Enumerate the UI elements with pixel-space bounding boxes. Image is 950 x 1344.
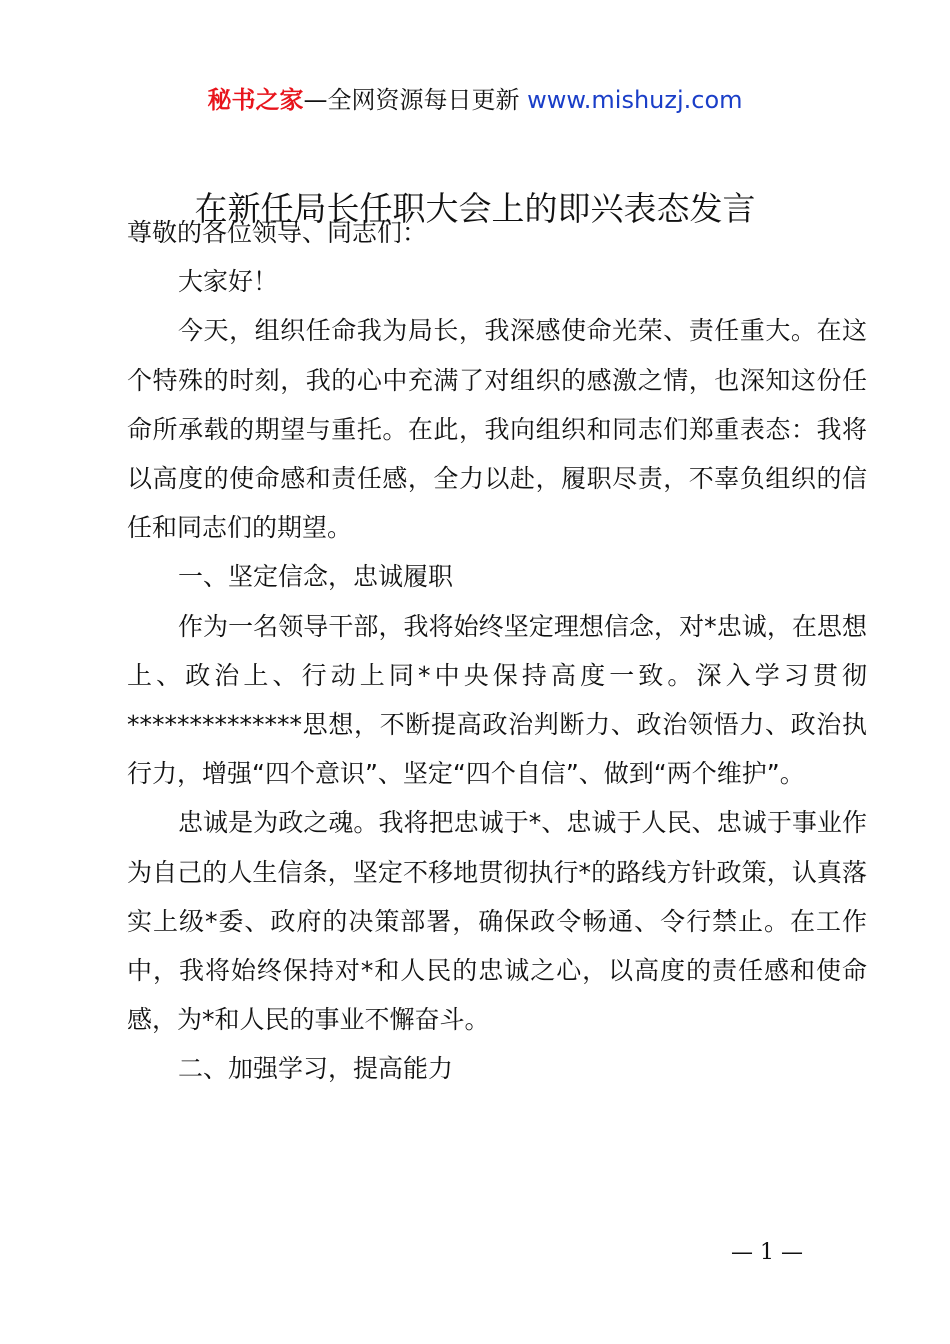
section-heading-2: 二、加强学习，提高能力: [178, 1054, 454, 1084]
site-brand: 秘书之家: [207, 86, 304, 114]
header-tagline: —全网资源每日更新: [303, 86, 528, 114]
salutation: 尊敬的各位领导、同志们：: [127, 218, 428, 247]
document-body: [127, 208, 867, 1094]
section-heading-1: 一、坚定信念，忠诚履职: [178, 562, 454, 592]
greeting-paragraph: 大家好！: [178, 267, 279, 297]
site-url-link[interactable]: www.mishuzj.com: [527, 86, 743, 114]
page-number: — 1 —: [731, 1240, 803, 1265]
section-1-paragraph-1: 作为一名领导干部，我将始终坚定理想信念，对*忠诚，在思想上、政治上、行动上同*中央保持高度一致。深入学习贯彻**************思想，不断提高政治判断力、政治领悟力、政治执行力，增强“四个意识”、坚定“四个自信”、做到“两个维护”。: [127, 611, 867, 789]
document-title: 在新任局长任职大会上的即兴表态发言: [194, 189, 756, 228]
intro-paragraph: 今天，组织任命我为局长，我深感使命光荣、责任重大。在这个特殊的时刻，我的心中充满了对组织的感激之情，也深知这份任命所承载的期望与重托。在此，我向组织和同志们郑重表态：我将以高度的使命感和责任感，全力以赴，履职尽责，不辜负组织的信任和同志们的期望。: [127, 316, 867, 543]
section-1-paragraph-2: 忠诚是为政之魂。我将把忠诚于*、忠诚于人民、忠诚于事业作为自己的人生信条，坚定不移地贯彻执行*的路线方针政策，认真落实上级*委、政府的决策部署，确保政令畅通、令行禁止。在工作中，我将始终保持对*和人民的忠诚之心，以高度的责任感和使命感，为*和人民的事业不懈奋斗。: [127, 808, 867, 1035]
site-header: [0, 80, 950, 115]
